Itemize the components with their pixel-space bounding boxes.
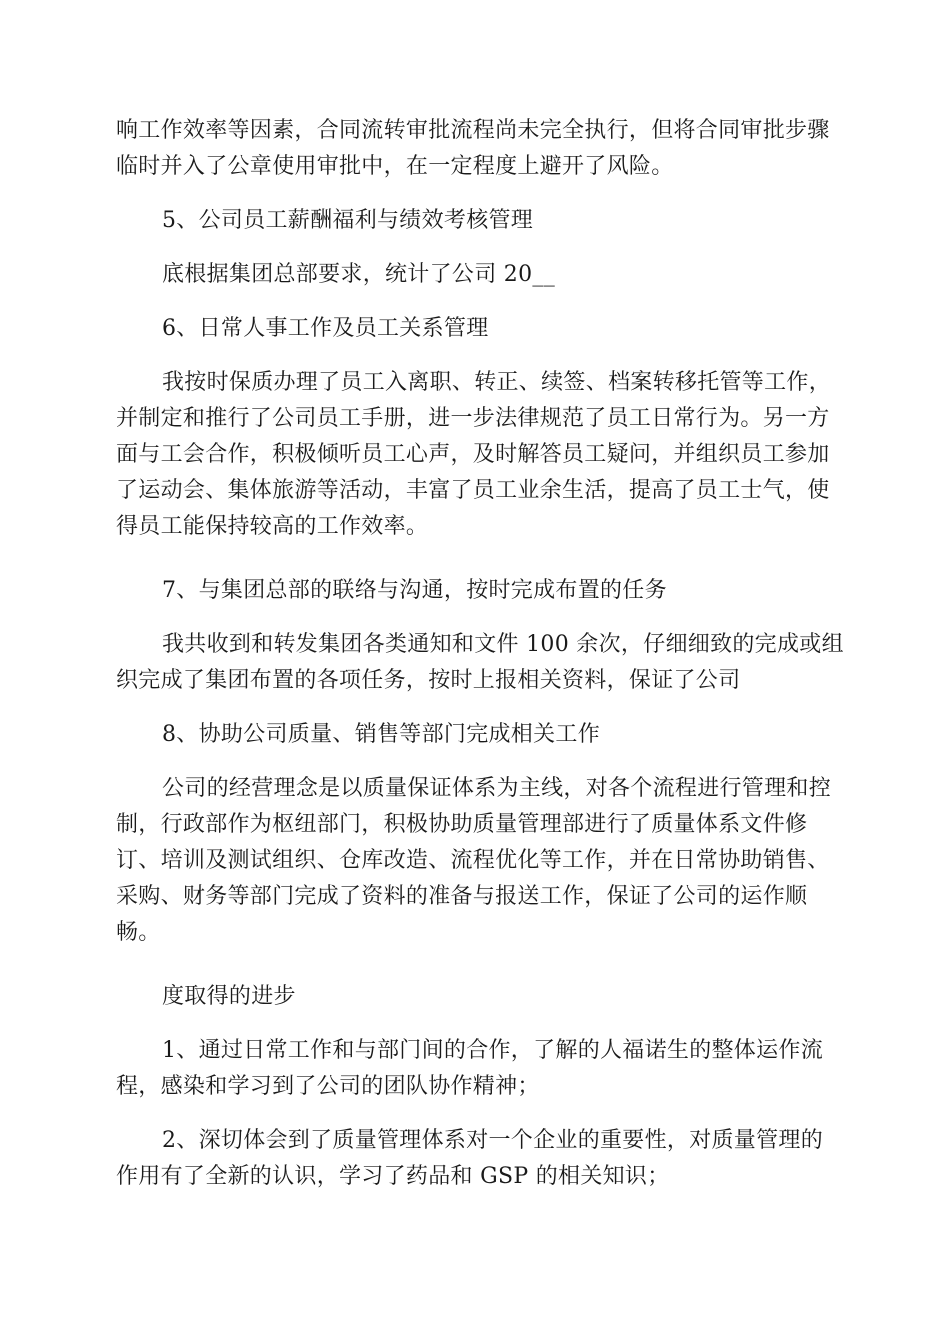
text-line: 程，感染和学习到了公司的团队协作精神； (116, 1074, 540, 1099)
text-line: 底根据集团总部要求，统计了公司 20__ (162, 262, 555, 287)
section-heading: 6、日常人事工作及员工关系管理 (162, 316, 489, 341)
text-line: 订、培训及测试组织、仓库改造、流程优化等工作，并在日常协助销售、 (116, 848, 830, 873)
text-line: 临时并入了公章使用审批中，在一定程度上避开了风险。 (116, 154, 674, 179)
text-line: 响工作效率等因素，合同流转审批流程尚未完全执行，但将合同审批步骤 (116, 118, 830, 143)
text-line: 我按时保质办理了员工入离职、转正、续签、档案转移托管等工作， (162, 370, 832, 395)
text-line: 并制定和推行了公司员工手册，进一步法律规范了员工日常行为。另一方 (116, 406, 830, 431)
text-line: 畅。 (116, 920, 161, 945)
text-line: 采购、财务等部门完成了资料的准备与报送工作，保证了公司的运作顺 (116, 884, 808, 909)
section-heading: 度取得的进步 (162, 984, 296, 1009)
text-line: 得员工能保持较高的工作效率。 (116, 514, 429, 539)
text-line: 面与工会合作，积极倾听员工心声，及时解答员工疑问，并组织员工参加 (116, 442, 830, 467)
section-heading: 5、公司员工薪酬福利与绩效考核管理 (162, 208, 534, 233)
text-line: 织完成了集团布置的各项任务，按时上报相关资料，保证了公司 (116, 668, 741, 693)
text-line: 公司的经营理念是以质量保证体系为主线，对各个流程进行管理和控 (162, 776, 832, 801)
text-line: 制，行政部作为枢纽部门，积极协助质量管理部进行了质量体系文件修 (116, 812, 808, 837)
section-heading: 8、协助公司质量、销售等部门完成相关工作 (162, 722, 600, 747)
text-line: 2、深切体会到了质量管理体系对一个企业的重要性，对质量管理的 (162, 1128, 823, 1153)
text-line: 了运动会、集体旅游等活动，丰富了员工业余生活，提高了员工士气，使 (116, 478, 830, 503)
section-heading: 7、与集团总部的联络与沟通，按时完成布置的任务 (162, 578, 667, 603)
text-line: 1、通过日常工作和与部门间的合作，了解的人福诺生的整体运作流 (162, 1038, 823, 1063)
text-line: 我共收到和转发集团各类通知和文件 100 余次，仔细细致的完成或组 (162, 632, 844, 657)
text-line: 作用有了全新的认识，学习了药品和 GSP 的相关知识； (116, 1164, 670, 1189)
